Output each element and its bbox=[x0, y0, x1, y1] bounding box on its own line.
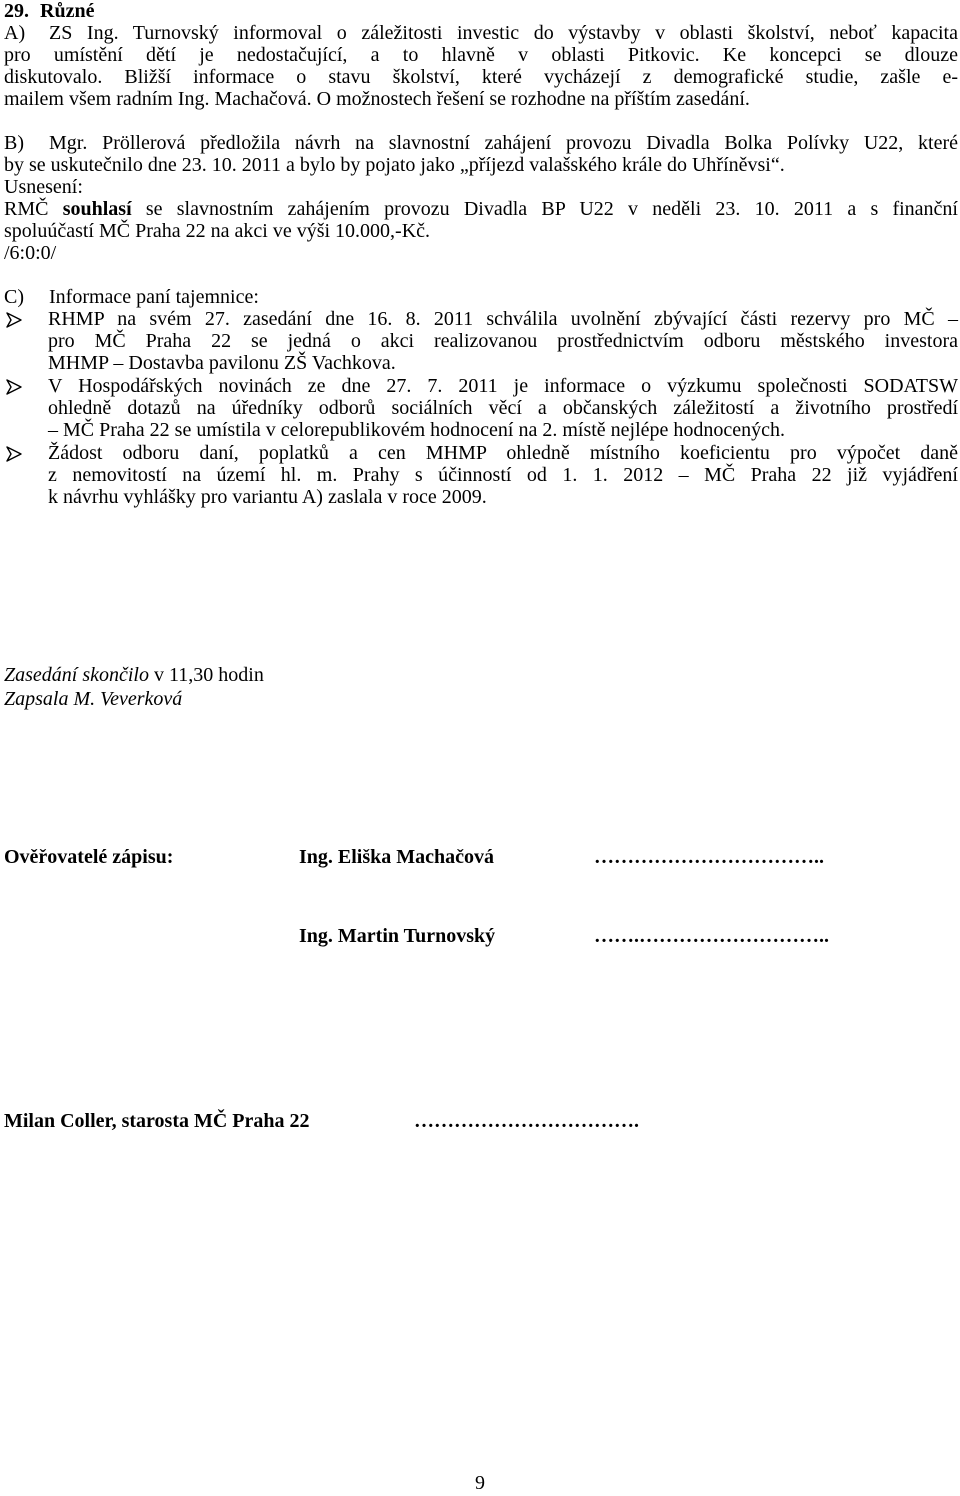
verifier-2-name: Ing. Martin Turnovský bbox=[299, 925, 496, 947]
resolution-heading: Usnesení: bbox=[4, 176, 83, 198]
bullet-1-marker bbox=[4, 308, 28, 330]
mayor-label: Milan Coller, starosta MČ Praha 22 bbox=[4, 1110, 310, 1132]
page-number: 9 bbox=[475, 1472, 485, 1494]
bullet-2-line-2: ohledně dotazů na úředníky odborů sociálních věcí a občanských záležitostí a životního prostředí bbox=[48, 397, 958, 419]
resolution-line-1 bbox=[4, 198, 958, 220]
bullet-1-line-2: pro MČ Praha 22 se jedná o akci realizovanou prostřednictvím odboru městského investora bbox=[48, 330, 958, 352]
item-a-line-1 bbox=[4, 22, 958, 44]
item-b-line-2: by se uskutečnilo dne 23. 10. 2011 a bylo by pojato jako „příjezd valašského krále do Uhříněvsi“. bbox=[4, 154, 785, 176]
arrowhead-bullet-icon bbox=[4, 310, 24, 330]
resolution-line-2: spoluúčastí MČ Praha 22 na akci ve výši 10.000,-Kč. bbox=[4, 220, 431, 242]
section-heading bbox=[4, 0, 94, 22]
bullet-1-line-3: MHMP – Dostavba pavilonu ZŠ Vachkova. bbox=[48, 352, 396, 374]
item-a-line-4: mailem všem radním Ing. Machačová. O možnostech řešení se rozhodne na příštím zasedání. bbox=[4, 88, 750, 110]
bullet-1-line-1: RHMP na svém 27. zasedání dne 16. 8. 2011 schválila uvolnění zbývající části rezervy pro MČ – bbox=[48, 308, 958, 330]
resolution-line-1-rest: se slavnostním zahájením provozu Divadla BP U22 v neděli 23. 10. 2011 a s finanční bbox=[131, 198, 958, 220]
verifiers-label: Ověřovatelé zápisu: bbox=[4, 846, 174, 868]
section-title: Různé bbox=[40, 0, 95, 22]
verifier-1-name: Ing. Eliška Machačová bbox=[299, 846, 495, 868]
bullet-2-line-1: V Hospodářských novinách ze dne 27. 7. 2011 je informace o výzkumu společnosti SODATSW bbox=[48, 375, 958, 397]
item-c-heading-text: Informace paní tajemnice: bbox=[49, 286, 259, 308]
item-a-label: A) bbox=[4, 22, 26, 44]
verifier-1-signature-line: …………………………….. bbox=[594, 846, 824, 868]
arrowhead-bullet-icon bbox=[4, 444, 24, 464]
arrowhead-bullet-icon bbox=[4, 377, 24, 397]
item-a-line-3: diskutovalo. Bližší informace o stavu školství, které vycházejí z demografické studie, zašle e- bbox=[4, 66, 958, 88]
item-b-line-1 bbox=[4, 132, 958, 154]
item-b-text-1: Mgr. Pröllerová předložila návrh na slavnostní zahájení provozu Divadla Bolka Polívky U22, které bbox=[49, 132, 958, 154]
bullet-3-line-2: z nemovitostí na území hl. m. Prahy s účinností od 1. 1. 2012 – MČ Praha 22 již vyjádření bbox=[48, 464, 958, 486]
session-ended-label: Zasedání skončilo bbox=[4, 664, 149, 686]
item-c-heading bbox=[4, 286, 259, 308]
item-a-text-1: ZS Ing. Turnovský informoval o záležitosti investic do výstavby v oblasti školství, neboť kapacita bbox=[49, 22, 958, 44]
section-number: 29. bbox=[4, 0, 29, 22]
item-c-label: C) bbox=[4, 286, 24, 308]
bullet-3-line-3: k návrhu vyhlášky pro variantu A) zaslala v roce 2009. bbox=[48, 486, 487, 508]
recorded-by: Zapsala M. Veverková bbox=[4, 688, 183, 710]
session-ended-time: v 11,30 hodin bbox=[149, 664, 264, 686]
bullet-2-marker bbox=[4, 375, 28, 397]
bullet-3-marker bbox=[4, 442, 28, 464]
session-ended bbox=[4, 664, 264, 686]
mayor-signature-line: ……………………………. bbox=[414, 1110, 639, 1132]
item-b-label: B) bbox=[4, 132, 24, 154]
verifier-2-signature-line: …….……………………….. bbox=[594, 925, 829, 947]
resolution-verb: souhlasí bbox=[62, 198, 132, 220]
item-a-line-2: pro umístění dětí je nedostačující, a to hlavně v oblasti Pitkovic. Ke koncepci se dlouze bbox=[4, 44, 958, 66]
vote-result: /6:0:0/ bbox=[4, 242, 57, 264]
bullet-3-line-1: Žádost odboru daní, poplatků a cen MHMP ohledně místního koeficientu pro výpočet daně bbox=[48, 442, 958, 464]
resolution-subject: RMČ bbox=[4, 198, 63, 220]
bullet-2-line-3: – MČ Praha 22 se umístila v celorepublikovém hodnocení na 2. místě nejlépe hodnocených. bbox=[48, 419, 786, 441]
